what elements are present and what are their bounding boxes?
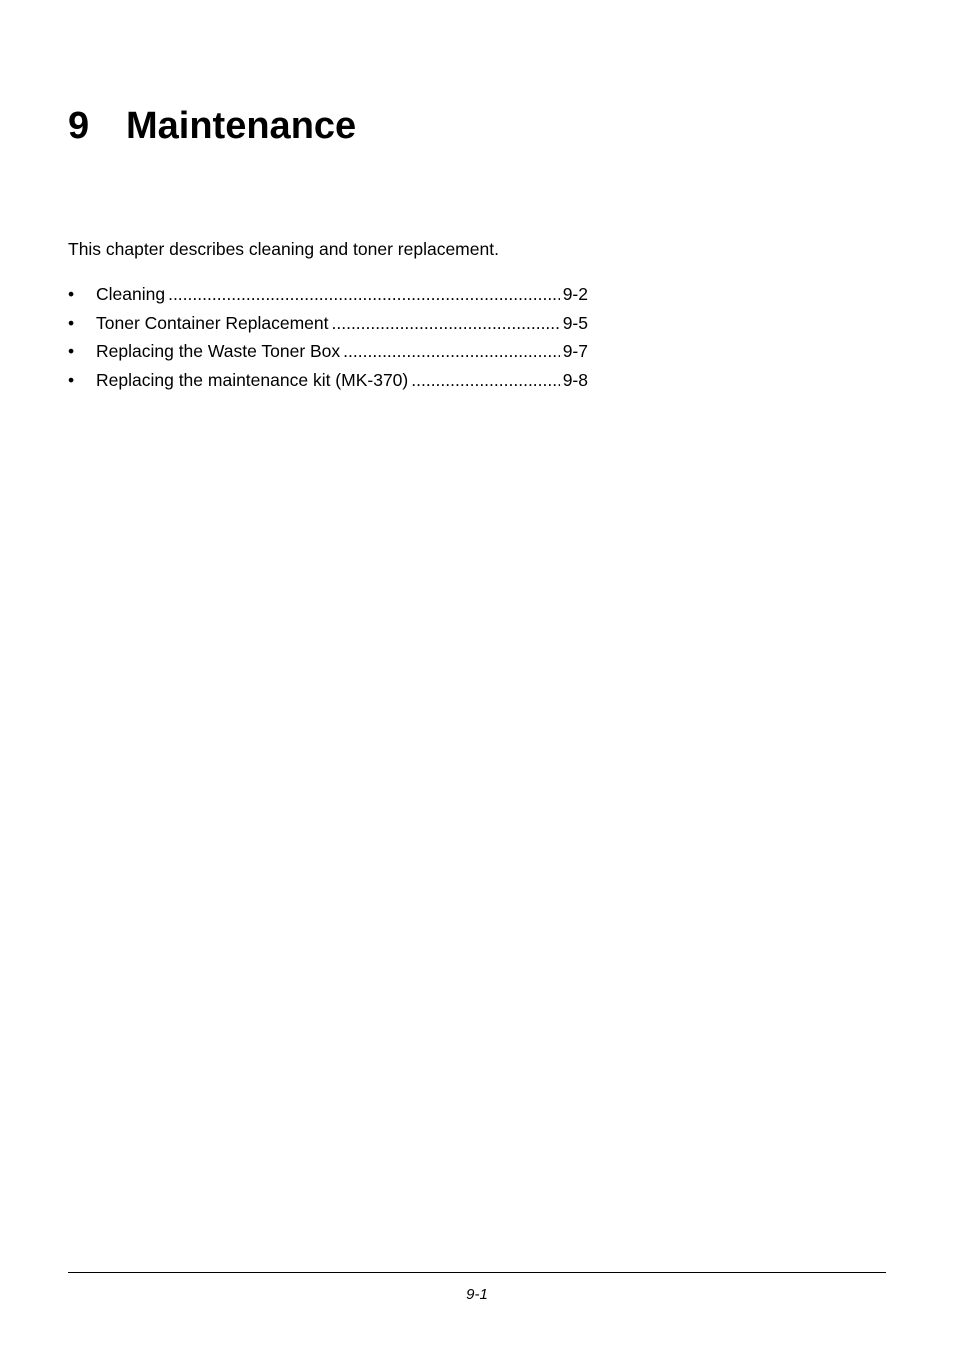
footer-divider (68, 1272, 886, 1273)
chapter-number: 9 (68, 105, 90, 147)
toc-title[interactable]: Replacing the Waste Toner Box (96, 341, 341, 362)
toc-title[interactable]: Toner Container Replacement (96, 312, 329, 333)
toc-page[interactable]: 9-8 (562, 370, 588, 391)
dot-leader (411, 369, 559, 391)
bullet-icon: • (68, 370, 75, 391)
toc-entry (96, 312, 588, 334)
intro-text: This chapter describes cleaning and toner replacement. (68, 239, 499, 259)
toc-title[interactable]: Cleaning (96, 284, 166, 304)
toc-page[interactable]: 9-2 (562, 284, 588, 304)
toc-item-cleaning[interactable] (68, 283, 588, 312)
page-number: 9-1 (466, 1286, 488, 1303)
table-of-contents (68, 283, 588, 398)
chapter-title: Maintenance (126, 105, 357, 147)
bullet-icon: • (68, 341, 75, 362)
chapter-heading (68, 102, 356, 150)
toc-title[interactable]: Replacing the maintenance kit (MK-370) (96, 370, 409, 391)
toc-item-toner-container-replacement[interactable] (68, 312, 588, 341)
toc-entry (96, 369, 588, 391)
toc-page[interactable]: 9-7 (562, 341, 588, 362)
toc-page[interactable]: 9-5 (562, 312, 588, 333)
toc-entry (96, 283, 588, 305)
toc-item-replacing-waste-toner-box[interactable] (68, 340, 588, 369)
bullet-icon: • (68, 312, 75, 333)
dot-leader (332, 312, 560, 334)
dot-leader (343, 340, 560, 362)
toc-entry (96, 340, 588, 362)
toc-item-replacing-maintenance-kit[interactable] (68, 369, 588, 398)
dot-leader (168, 283, 560, 305)
bullet-icon: • (68, 284, 75, 304)
